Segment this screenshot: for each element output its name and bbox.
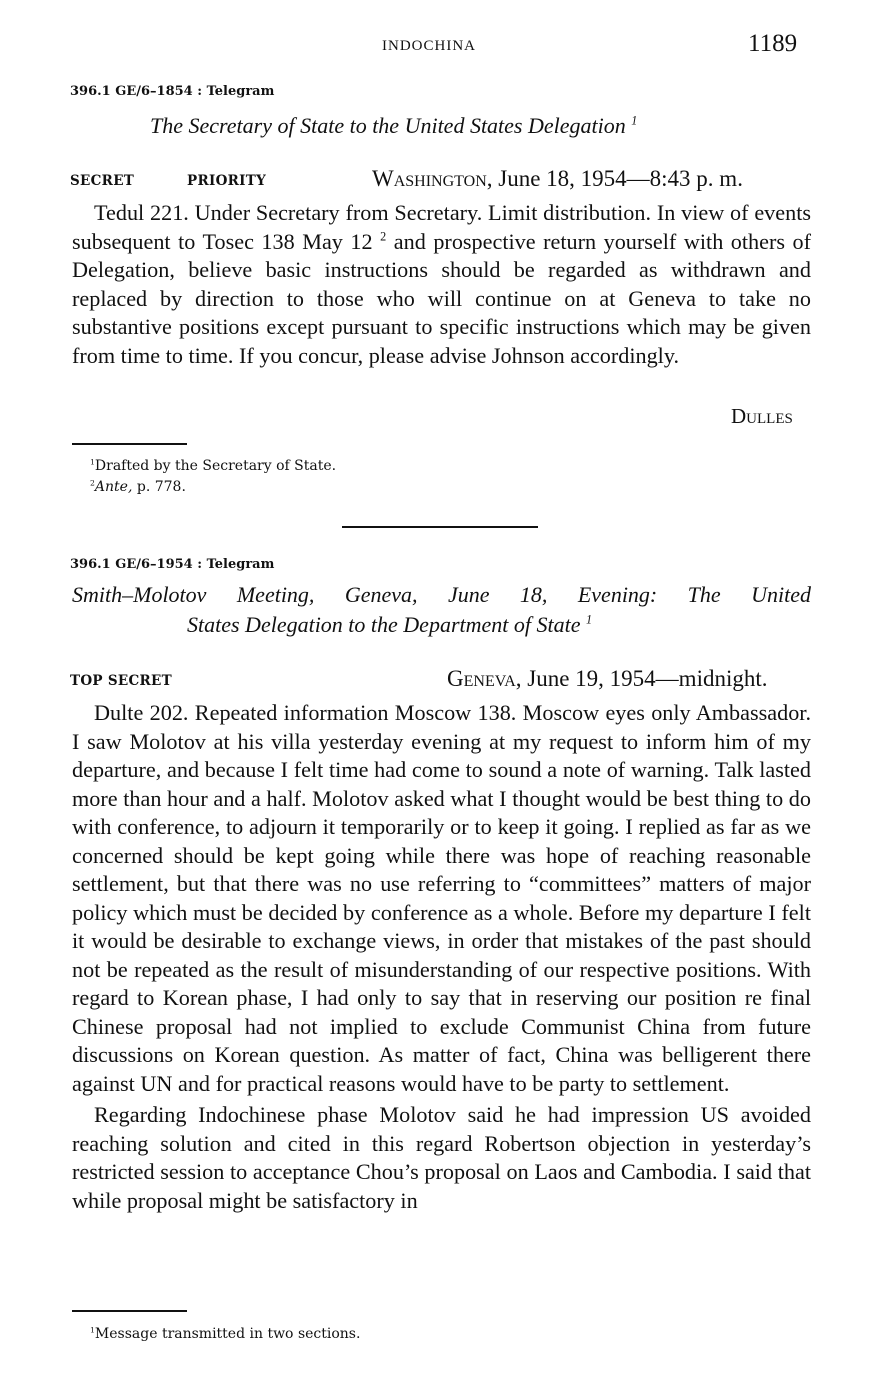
doc1-fn1-text: Drafted by the Secretary of State. — [94, 458, 337, 474]
doc1-title — [150, 113, 637, 139]
page-number: 1189 — [748, 30, 798, 57]
doc2-place: Geneva, — [447, 666, 522, 691]
doc1-fn1-mark: 1 — [90, 457, 95, 467]
doc1-footnote-2 — [90, 477, 186, 497]
doc1-body-footnote-mark: 2 — [380, 228, 387, 243]
doc1-fn2-mark: 2 — [90, 478, 95, 488]
doc1-footnote-rule — [72, 443, 187, 445]
doc1-footnote-1 — [90, 456, 336, 476]
doc1-title-text: The Secretary of State to the United States Delegation — [150, 113, 626, 138]
doc1-classification-priority: PRIORITY — [187, 173, 267, 189]
doc1-body — [72, 199, 811, 370]
doc2-fn1-mark: 1 — [90, 1325, 95, 1335]
doc2-footnote-rule — [72, 1310, 187, 1312]
doc2-title-line1: Smith–Molotov Meeting, Geneva, June 18, Evening: The United — [72, 582, 811, 607]
doc1-file-id: 396.1 GE/6–1854 : Telegram — [70, 84, 275, 99]
doc1-signature: Dulles — [731, 404, 793, 428]
doc2-footnote-1 — [90, 1324, 360, 1344]
doc2-paragraph-2: Regarding Indochinese phase Molotov said he had impression US avoided reaching solution and cited in this regard Robertson objection in yesterday’s restricted session to acceptance Chou’s proposal on Laos and Cambodia. I said that while proposal might be satisfactory in — [72, 1102, 811, 1213]
doc2-title-line2-wrap — [187, 612, 592, 638]
doc1-classification-secret: SECRET — [70, 173, 135, 189]
doc2-title-footnote-mark: 1 — [586, 612, 593, 627]
doc2-paragraph-1: Dulte 202. Repeated information Moscow 138. Moscow eyes only Ambassador. I saw Molotov at his villa yesterday evening at my request to inform him of my departure, and because I felt time had come to sound a note of warning. Talk lasted more than hour and a half. Molotov asked what I thought would be best thing to do with conference, to adjourn it temporarily or to keep it going. I replied as far as we concerned should be kept going while there was hope of reaching reasonable settlement, but that there was no use referring to “committees” matters of major policy which must be decided by conference as a whole. Before my departure I felt it would be desirable to exchange views, in order that mistakes of the past should not be repeated as the result of misunderstanding of our respective positions. With regard to Korean phase, I had only to say that in reserving our position re final Chinese proposal had not implied to exclude Communist China from future discussions on Korean question. As matter of fact, China was belligerent there against UN and for practical reasons would have to be party to settlement. — [72, 700, 811, 1096]
doc2-fn1-text: Message transmitted in two sections. — [94, 1326, 361, 1342]
doc1-body-b: and prospective return yourself with others of Delegation, believe basic instructions should be regarded as withdrawn and replaced by direction to those who will continue on at Geneva to take no substantive positions except pursuant to specific instructions which may be given from time to time. If you concur, please advise Johnson accordingly. — [72, 228, 812, 368]
doc1-place: Washington, — [372, 166, 493, 191]
doc1-date: June 18, 1954—8:43 p. m. — [498, 166, 743, 191]
doc2-file-id: 396.1 GE/6–1954 : Telegram — [70, 557, 275, 572]
running-header-title: INDOCHINA — [382, 38, 476, 54]
section-divider — [342, 526, 538, 528]
doc1-fn2-text: p. 778. — [136, 479, 186, 495]
doc2-date: June 19, 1954—midnight. — [527, 666, 768, 691]
doc1-body-a: Tedul 221. Under Secretary from Secretary. Limit distribution. In view of events subsequent to Tosec 138 May 12 — [72, 200, 811, 254]
doc1-paragraph — [72, 199, 811, 370]
doc2-title-line2: States Delegation to the Department of State — [187, 612, 581, 637]
doc2-dateline — [447, 666, 768, 692]
doc1-fn2-ante: Ante, — [94, 479, 133, 495]
doc2-body — [72, 699, 811, 1215]
doc1-title-footnote-mark: 1 — [631, 113, 638, 128]
doc1-dateline — [372, 166, 743, 192]
doc2-classification: TOP SECRET — [70, 673, 172, 689]
